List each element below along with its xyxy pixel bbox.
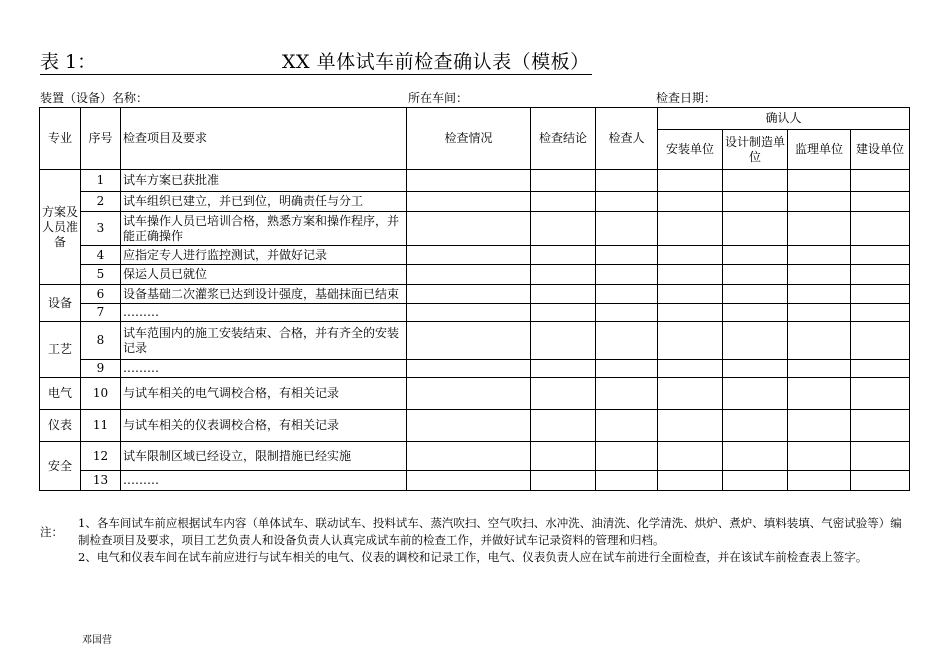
blank-cell[interactable] bbox=[723, 378, 788, 410]
blank-cell[interactable] bbox=[851, 246, 910, 265]
blank-cell[interactable] bbox=[596, 212, 658, 246]
notes-section bbox=[40, 515, 910, 566]
table-row bbox=[40, 246, 910, 265]
blank-cell[interactable] bbox=[407, 285, 531, 304]
seq-cell: 3 bbox=[81, 212, 121, 246]
blank-cell[interactable] bbox=[407, 304, 531, 322]
item-cell: ……… bbox=[121, 304, 407, 322]
blank-cell[interactable] bbox=[723, 170, 788, 192]
table-row bbox=[40, 265, 910, 285]
blank-cell[interactable] bbox=[596, 192, 658, 212]
seq-cell: 9 bbox=[81, 360, 121, 378]
blank-cell[interactable] bbox=[407, 265, 531, 285]
page-title: XX 单体试车前检查确认表（模板） bbox=[282, 51, 590, 73]
item-cell: 与试车相关的电气调校合格，有相关记录 bbox=[121, 378, 407, 410]
blank-cell[interactable] bbox=[788, 246, 851, 265]
specialty-cell: 电气 bbox=[40, 378, 81, 410]
blank-cell[interactable] bbox=[723, 285, 788, 304]
header-build: 建设单位 bbox=[851, 130, 910, 170]
blank-cell[interactable] bbox=[407, 471, 531, 491]
blank-cell[interactable] bbox=[851, 285, 910, 304]
table-row bbox=[40, 360, 910, 378]
blank-cell[interactable] bbox=[788, 285, 851, 304]
seq-cell: 13 bbox=[81, 471, 121, 491]
blank-cell[interactable] bbox=[723, 410, 788, 442]
blank-cell[interactable] bbox=[596, 304, 658, 322]
seq-cell: 7 bbox=[81, 304, 121, 322]
item-cell: 试车范围内的施工安装结束、合格，并有齐全的安装记录 bbox=[121, 322, 407, 360]
item-cell: 应指定专人进行监控测试，并做好记录 bbox=[121, 246, 407, 265]
signer-name: 邓国营 bbox=[82, 635, 112, 646]
table-row bbox=[40, 285, 910, 304]
blank-cell[interactable] bbox=[531, 410, 596, 442]
blank-cell[interactable] bbox=[851, 192, 910, 212]
workshop-label: 所在车间： bbox=[408, 91, 469, 105]
specialty-cell: 设备 bbox=[40, 285, 81, 322]
blank-cell[interactable] bbox=[596, 360, 658, 378]
blank-cell[interactable] bbox=[658, 304, 723, 322]
blank-cell[interactable] bbox=[658, 212, 723, 246]
blank-cell[interactable] bbox=[851, 378, 910, 410]
blank-cell[interactable] bbox=[788, 471, 851, 491]
blank-cell[interactable] bbox=[407, 378, 531, 410]
table-row bbox=[40, 212, 910, 246]
table-row bbox=[40, 442, 910, 471]
blank-cell[interactable] bbox=[596, 265, 658, 285]
table-row bbox=[40, 378, 910, 410]
device-name-label: 装置（设备）名称： bbox=[40, 91, 149, 105]
blank-cell[interactable] bbox=[531, 192, 596, 212]
table-number-label: 表 1： bbox=[40, 51, 97, 73]
blank-cell[interactable] bbox=[407, 322, 531, 360]
note-text: 1、各车间试车前应根据试车内容（单体试车、联动试车、投料试车、蒸汽吹扫、空气吹扫、水冲洗、油清洗、化学清洗、烘炉、煮炉、填料装填、气密试验等）编制检查项目及要求，项目工艺负责人和设备负责人认真完成试车前的检查工作，并做好试车记录资料的管理和归档。 bbox=[78, 516, 902, 547]
blank-cell[interactable] bbox=[723, 442, 788, 471]
blank-cell[interactable] bbox=[531, 170, 596, 192]
blank-cell[interactable] bbox=[596, 410, 658, 442]
blank-cell[interactable] bbox=[788, 410, 851, 442]
seq-cell: 8 bbox=[81, 322, 121, 360]
header-inspector: 检查人 bbox=[596, 108, 658, 170]
specialty-cell: 安全 bbox=[40, 442, 81, 491]
specialty-cell: 工艺 bbox=[40, 322, 81, 378]
blank-cell[interactable] bbox=[531, 285, 596, 304]
note-1 bbox=[40, 515, 910, 549]
blank-cell[interactable] bbox=[531, 304, 596, 322]
blank-cell[interactable] bbox=[407, 192, 531, 212]
seq-cell: 2 bbox=[81, 192, 121, 212]
blank-cell[interactable] bbox=[788, 378, 851, 410]
blank-cell[interactable] bbox=[788, 170, 851, 192]
blank-cell[interactable] bbox=[723, 471, 788, 491]
header-conclusion: 检查结论 bbox=[531, 108, 596, 170]
header-supervise: 监理单位 bbox=[788, 130, 851, 170]
seq-cell: 5 bbox=[81, 265, 121, 285]
header-seq: 序号 bbox=[81, 108, 121, 170]
blank-cell[interactable] bbox=[788, 304, 851, 322]
blank-cell[interactable] bbox=[531, 442, 596, 471]
blank-cell[interactable] bbox=[658, 471, 723, 491]
blank-cell[interactable] bbox=[851, 170, 910, 192]
table-row bbox=[40, 410, 910, 442]
blank-cell[interactable] bbox=[596, 285, 658, 304]
item-cell: ……… bbox=[121, 360, 407, 378]
item-cell: 试车方案已获批准 bbox=[121, 170, 407, 192]
specialty-cell: 仪表 bbox=[40, 410, 81, 442]
blank-cell[interactable] bbox=[596, 442, 658, 471]
title-underline bbox=[40, 74, 592, 75]
item-cell: 设备基础二次灌浆已达到设计强度，基础抹面已结束 bbox=[121, 285, 407, 304]
item-cell: 试车操作人员已培训合格，熟悉方案和操作程序，并能正确操作 bbox=[121, 212, 407, 246]
blank-cell[interactable] bbox=[407, 246, 531, 265]
header-row bbox=[40, 108, 910, 130]
blank-cell[interactable] bbox=[407, 410, 531, 442]
blank-cell[interactable] bbox=[788, 212, 851, 246]
blank-cell[interactable] bbox=[723, 304, 788, 322]
blank-cell[interactable] bbox=[658, 410, 723, 442]
blank-cell[interactable] bbox=[788, 192, 851, 212]
seq-cell: 4 bbox=[81, 246, 121, 265]
blank-cell[interactable] bbox=[596, 322, 658, 360]
blank-cell[interactable] bbox=[531, 322, 596, 360]
blank-cell[interactable] bbox=[531, 360, 596, 378]
blank-cell[interactable] bbox=[723, 192, 788, 212]
note-2 bbox=[40, 549, 910, 566]
blank-cell[interactable] bbox=[596, 170, 658, 192]
checklist-table bbox=[39, 107, 910, 491]
seq-cell: 12 bbox=[81, 442, 121, 471]
blank-cell[interactable] bbox=[851, 442, 910, 471]
item-cell: ……… bbox=[121, 471, 407, 491]
blank-cell[interactable] bbox=[723, 322, 788, 360]
seq-cell: 1 bbox=[81, 170, 121, 192]
note-text: 2、电气和仪表车间在试车前应进行与试车相关的电气、仪表的调校和记录工作，电气、仪表负责人应在试车前进行全面检查，并在该试车前检查表上签字。 bbox=[78, 550, 868, 564]
blank-cell[interactable] bbox=[531, 471, 596, 491]
header-status: 检查情况 bbox=[407, 108, 531, 170]
blank-cell[interactable] bbox=[851, 304, 910, 322]
header-item: 检查项目及要求 bbox=[121, 108, 407, 170]
blank-cell[interactable] bbox=[723, 212, 788, 246]
blank-cell[interactable] bbox=[658, 378, 723, 410]
seq-cell: 6 bbox=[81, 285, 121, 304]
seq-cell: 11 bbox=[81, 410, 121, 442]
check-date-label: 检查日期： bbox=[656, 91, 717, 105]
blank-cell[interactable] bbox=[531, 212, 596, 246]
notes-label: 注： bbox=[40, 525, 63, 539]
table-row bbox=[40, 170, 910, 192]
blank-cell[interactable] bbox=[851, 322, 910, 360]
blank-cell[interactable] bbox=[658, 360, 723, 378]
blank-cell[interactable] bbox=[788, 360, 851, 378]
blank-cell[interactable] bbox=[531, 265, 596, 285]
header-specialty: 专业 bbox=[40, 108, 81, 170]
blank-cell[interactable] bbox=[407, 442, 531, 471]
blank-cell[interactable] bbox=[658, 246, 723, 265]
item-cell: 试车限制区域已经设立，限制措施已经实施 bbox=[121, 442, 407, 471]
blank-cell[interactable] bbox=[851, 410, 910, 442]
item-cell: 与试车相关的仪表调校合格，有相关记录 bbox=[121, 410, 407, 442]
blank-cell[interactable] bbox=[531, 378, 596, 410]
blank-cell[interactable] bbox=[851, 265, 910, 285]
blank-cell[interactable] bbox=[658, 322, 723, 360]
table-row bbox=[40, 192, 910, 212]
item-cell: 试车组织已建立，并已到位，明确责任与分工 bbox=[121, 192, 407, 212]
blank-cell[interactable] bbox=[658, 442, 723, 471]
blank-cell[interactable] bbox=[851, 360, 910, 378]
blank-cell[interactable] bbox=[407, 212, 531, 246]
blank-cell[interactable] bbox=[407, 360, 531, 378]
blank-cell[interactable] bbox=[851, 471, 910, 491]
blank-cell[interactable] bbox=[658, 170, 723, 192]
table-row bbox=[40, 471, 910, 491]
blank-cell[interactable] bbox=[596, 471, 658, 491]
specialty-cell: 方案及人员准备 bbox=[40, 170, 81, 285]
blank-cell[interactable] bbox=[658, 285, 723, 304]
blank-cell[interactable] bbox=[658, 192, 723, 212]
blank-cell[interactable] bbox=[596, 378, 658, 410]
blank-cell[interactable] bbox=[531, 246, 596, 265]
blank-cell[interactable] bbox=[658, 265, 723, 285]
blank-cell[interactable] bbox=[788, 322, 851, 360]
blank-cell[interactable] bbox=[723, 265, 788, 285]
seq-cell: 10 bbox=[81, 378, 121, 410]
blank-cell[interactable] bbox=[788, 442, 851, 471]
item-cell: 保运人员已就位 bbox=[121, 265, 407, 285]
header-install: 安装单位 bbox=[658, 130, 723, 170]
header-confirm: 确认人 bbox=[658, 108, 910, 130]
blank-cell[interactable] bbox=[851, 212, 910, 246]
blank-cell[interactable] bbox=[723, 246, 788, 265]
table-row bbox=[40, 322, 910, 360]
blank-cell[interactable] bbox=[723, 360, 788, 378]
header-design: 设计制造单位 bbox=[723, 130, 788, 170]
table-row bbox=[40, 304, 910, 322]
blank-cell[interactable] bbox=[407, 170, 531, 192]
blank-cell[interactable] bbox=[788, 265, 851, 285]
blank-cell[interactable] bbox=[596, 246, 658, 265]
